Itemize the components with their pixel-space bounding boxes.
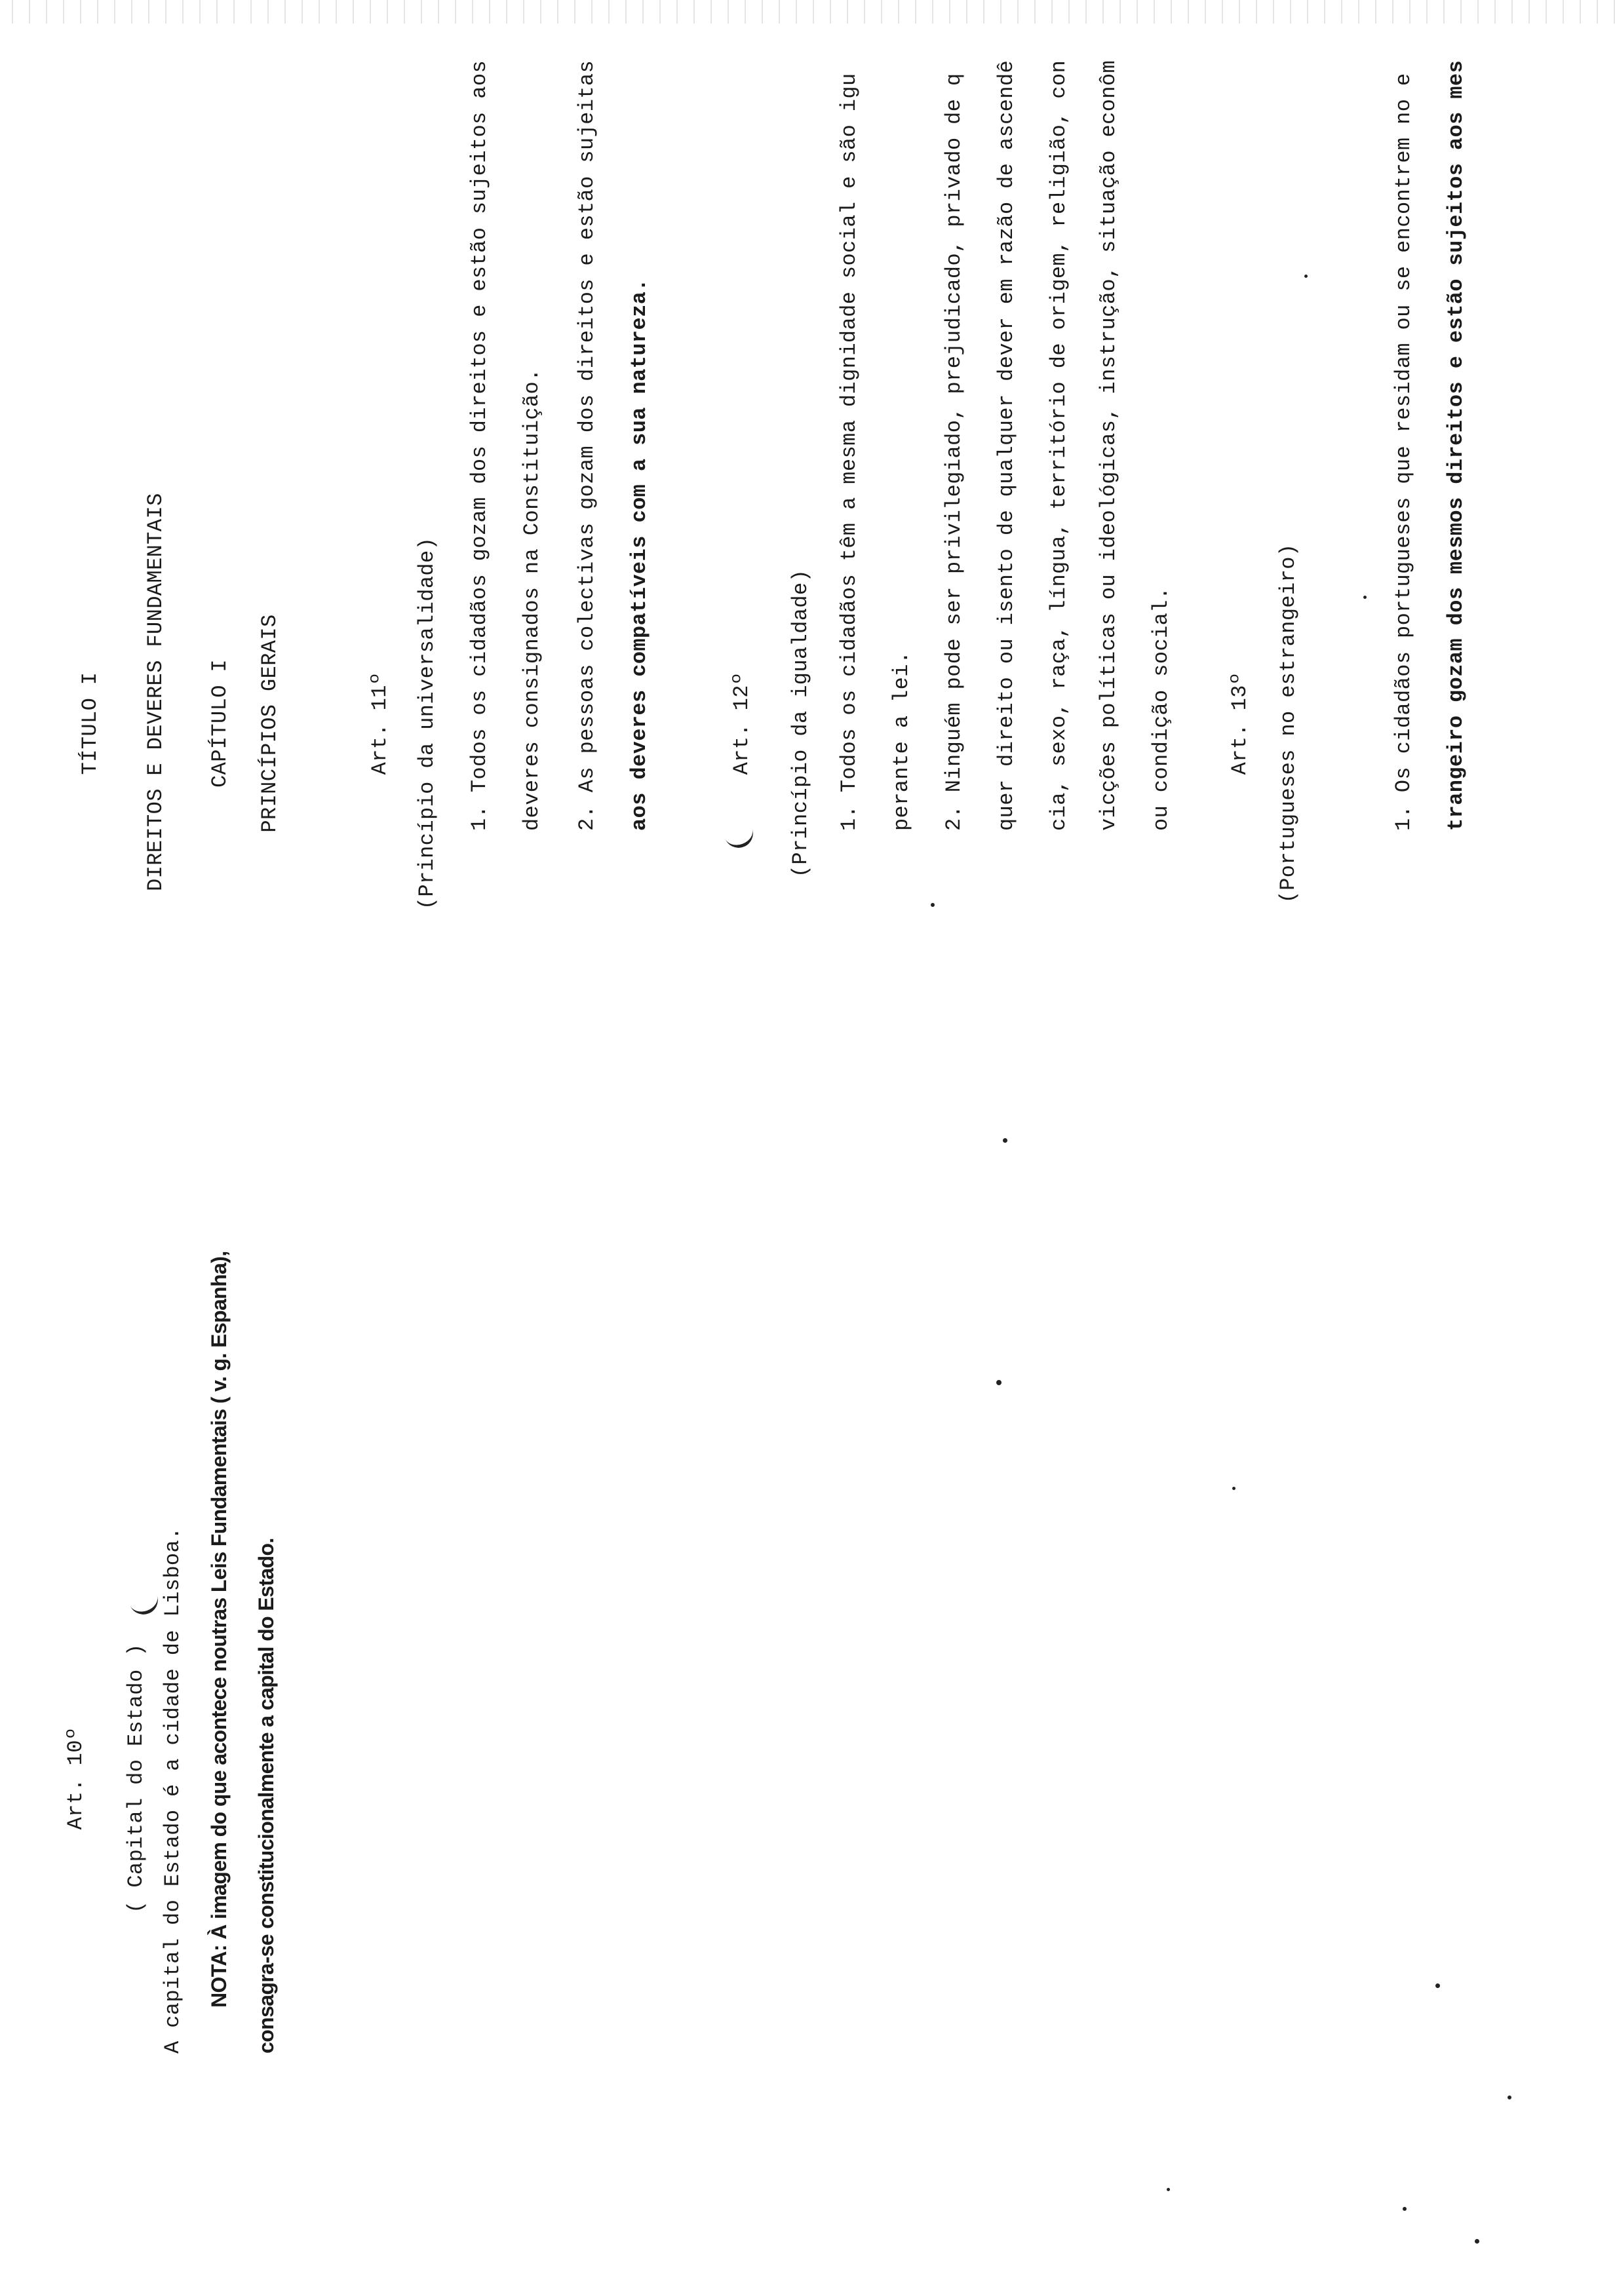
art-13-title: Art. 13º [1228, 672, 1252, 775]
scan-speck [931, 903, 935, 907]
titulo-name: DIREITOS E DEVERES FUNDAMENTAIS [144, 493, 168, 891]
art-12-line: 1. Todos os cidadãos têm a mesma dignidade social e são igu [837, 73, 861, 831]
titulo-label: TÍTULO I [78, 672, 102, 775]
scan-speck [1508, 2095, 1511, 2099]
art-11-line: deveres consignados na Constituição. [520, 368, 544, 831]
scan-speck [1435, 1983, 1440, 1988]
scan-speck [1003, 1138, 1007, 1143]
art-11-line: aos deveres compatíveis com a sua natureza. [627, 278, 652, 831]
art-10-title: Art. 10º [64, 1727, 88, 1830]
art-13-heading: (Portugueses no estrangeiro) [1276, 543, 1300, 904]
art-13-line: trangeiro gozam dos mesmos direitos e estão sujeitos aos mes [1444, 60, 1468, 831]
art-12-line: perante a lei. [889, 651, 914, 831]
capitulo-label: CAPÍTULO I [208, 659, 232, 788]
scan-speck [1232, 1487, 1236, 1490]
art-11-heading: (Princípio da universalidade) [415, 537, 439, 910]
art-11-line: 2. As pessoas colectivas gozam dos direitos e estão sujeitas [575, 60, 599, 831]
art-10-heading: ( Capital do Estado ) [124, 1643, 148, 1913]
art-12-heading: (Princípio da igualdade) [788, 569, 813, 878]
scan-speck [1167, 2188, 1170, 2191]
art-10-body: A capital do Estado é a cidade de Lisboa. [161, 1527, 185, 2054]
scan-speck [1403, 2207, 1407, 2211]
art-12-line: ou condição social. [1149, 586, 1173, 831]
art-13-line: 1. Os cidadãos portugueses que residam ou se encontrem no e [1391, 73, 1416, 831]
scan-speck [1363, 596, 1367, 599]
art-10-nota-line-1: NOTA: À imagem do que acontece noutras Leis Fundamentais ( v. g. Espanha), [207, 1251, 231, 2008]
art-11-line: 1. Todos os cidadãos gozam dos direitos e estão sujeitos aos [467, 60, 492, 831]
scan-edge-shadow [0, 0, 1615, 24]
art-10-nota-line-2: consagra-se constitucionalmente a capital do Estado. [254, 1538, 278, 2054]
art-12-title: Art. 12º [730, 672, 754, 775]
art-11-title: Art. 11º [368, 672, 392, 775]
scan-speck [1304, 275, 1308, 278]
scan-speck [996, 1380, 1002, 1385]
art-12-line: 2. Ninguém pode ser privilegiado, prejudicado, privado de q [942, 73, 966, 831]
art-12-line: cia, sexo, raça, língua, território de origem, religião, con [1047, 60, 1071, 831]
art-12-line: quer direito ou isento de qualquer dever em razão de ascendê [994, 60, 1019, 831]
scan-speck [1475, 2239, 1479, 2244]
capitulo-name: PRINCÍPIOS GERAIS [258, 614, 282, 833]
art-12-line: vicções políticas ou ideológicas, instrução, situação econôm [1097, 60, 1121, 831]
